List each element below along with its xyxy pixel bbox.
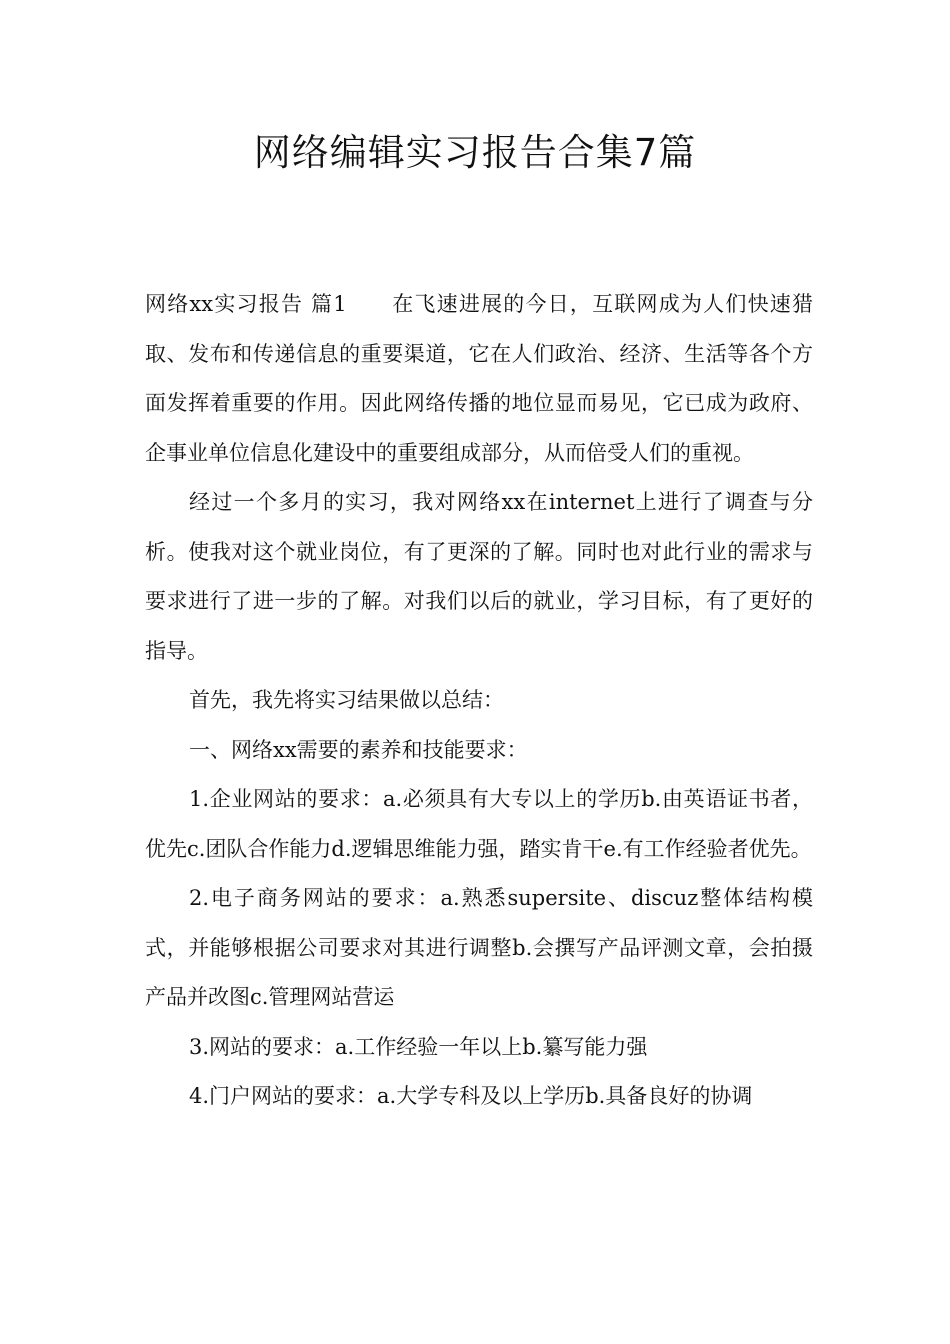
list-item-website: 3.网站的要求：a.工作经验一年以上b.纂写能力强 [189, 1034, 648, 1059]
section-heading-skills: 一、网络xx需要的素养和技能要求： [189, 737, 528, 762]
paragraph-intro: 网络xx实习报告 篇1 在飞速进展的今日，互联网成为人们快速猎取、发布和传递信息的重要渠道，它在人们政治、经济、生活等各个方面发挥着重要的作用。因此网络传播的地位显而易见，它已成为政府、企事业单位信息化建设中的重要组成部分，从而倍受人们的重视。 [145, 292, 813, 465]
list-item-portal-site: 4.门户网站的要求：a.大学专科及以上学历b.具备良好的协调 [189, 1084, 753, 1108]
list-item-ecommerce-site: 2.电子商务网站的要求：a.熟悉supersite、discuz整体结构模式，并能够根据公司要求对其进行调整b.会撰写产品评测文章，会拍摄产品并改图c.管理网站营运 [145, 886, 813, 1009]
document-title: 网络编辑实习报告合集7篇 [253, 131, 697, 174]
paragraph-first: 首先，我先将实习结果做以总结： [189, 688, 504, 712]
paragraph-internship-summary: 经过一个多月的实习，我对网络xx在internet上进行了调查与分析。使我对这个就业岗位，有了更深的了解。同时也对此行业的需求与要求进行了进一步的了解。对我们以后的就业，学习目标，有了更好的指导。 [145, 490, 813, 663]
document-body [145, 280, 813, 1122]
list-item-enterprise-site: 1.企业网站的要求：a.必须具有大专以上的学历b.由英语证书者，优先c.团队合作能力d.逻辑思维能力强，踏实肯干e.有工作经验者优先。 [145, 787, 813, 861]
